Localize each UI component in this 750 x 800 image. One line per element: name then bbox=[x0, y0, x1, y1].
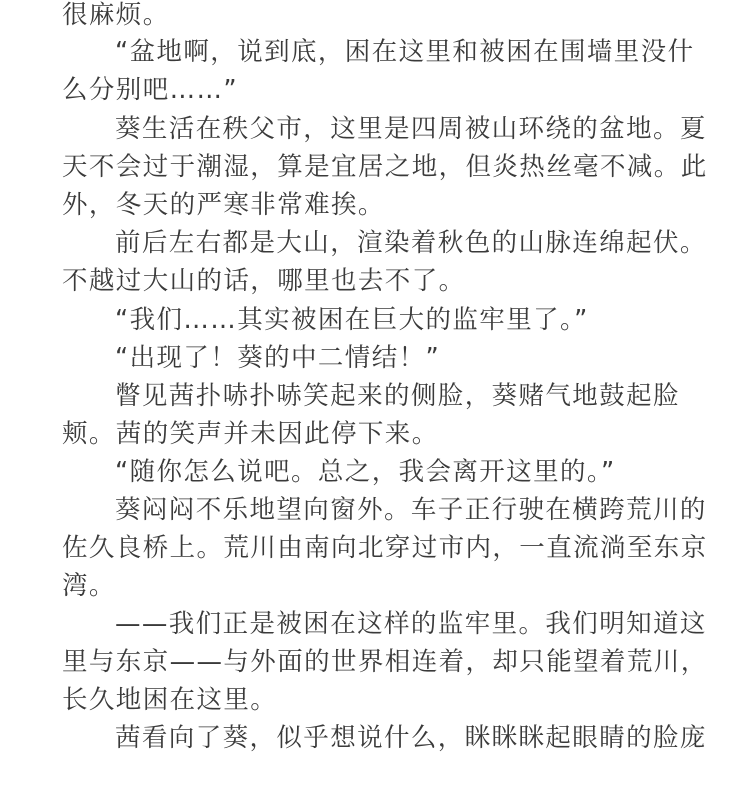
text-line: 瞥见茜扑哧扑哧笑起来的侧脸，葵赌气地鼓起脸 bbox=[115, 381, 680, 411]
text-line: 里与东京——与外面的世界相连着，却只能望着荒川， bbox=[62, 647, 708, 677]
text-line: 很麻烦。 bbox=[62, 0, 170, 30]
text-line: 葵生活在秩父市，这里是四周被山环绕的盆地。夏 bbox=[115, 114, 707, 144]
text-line: “出现了！葵的中二情结！” bbox=[115, 343, 441, 373]
text-line: “我们……其实被困在巨大的监牢里了。” bbox=[115, 305, 589, 335]
text-line: “随你怎么说吧。总之，我会离开这里的。” bbox=[115, 457, 616, 487]
text-line: 佐久良桥上。荒川由南向北穿过市内，一直流淌至东京 bbox=[62, 533, 708, 563]
text-line: 湾。 bbox=[62, 571, 116, 601]
text-line: “盆地啊，说到底，困在这里和被困在围墙里没什 bbox=[115, 37, 695, 67]
text-line: 不越过大山的话，哪里也去不了。 bbox=[62, 266, 466, 296]
text-line: 外，冬天的严寒非常难挨。 bbox=[62, 190, 385, 220]
text-line: 么分别吧……” bbox=[62, 75, 239, 105]
text-line: 颊。茜的笑声并未因此停下来。 bbox=[62, 419, 439, 449]
text-line: 茜看向了葵，似乎想说什么，眯眯眯起眼睛的脸庞 bbox=[115, 723, 707, 753]
text-line: 葵闷闷不乐地望向窗外。车子正行驶在横跨荒川的 bbox=[115, 495, 707, 525]
text-line: 天不会过于潮湿，算是宜居之地，但炎热丝毫不减。此 bbox=[62, 152, 708, 182]
text-line: ——我们正是被困在这样的监牢里。我们明知道这 bbox=[115, 609, 707, 639]
text-line: 长久地困在这里。 bbox=[62, 685, 278, 715]
text-line: 前后左右都是大山，渲染着秋色的山脉连绵起伏。 bbox=[115, 228, 707, 258]
